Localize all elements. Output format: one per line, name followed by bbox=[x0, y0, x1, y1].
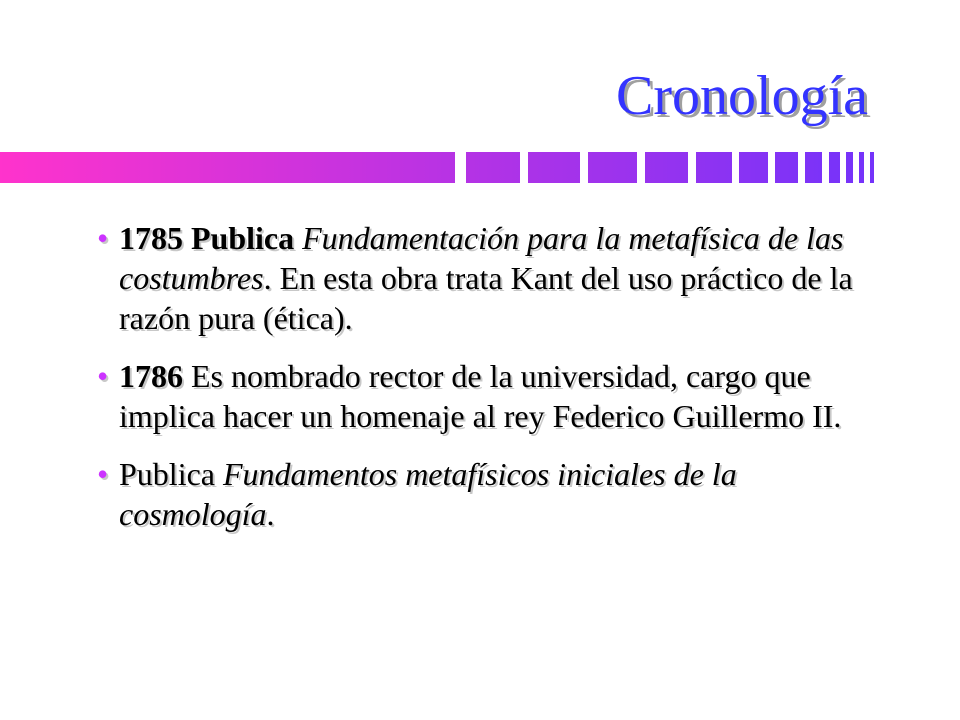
bullet-text: Es nombrado rector de la universidad, cargo que implica hacer un homenaje al rey Federico Guillermo II. bbox=[119, 358, 842, 434]
gradient-bar-block-8 bbox=[805, 152, 822, 183]
gradient-bar-block-9 bbox=[829, 152, 840, 183]
slide-title: Cronología bbox=[616, 65, 868, 127]
bullet-icon: • bbox=[97, 358, 109, 394]
bullet-item-1786 bbox=[97, 356, 887, 436]
gradient-bar-block-12 bbox=[870, 152, 874, 183]
bullet-item-cosmologia bbox=[97, 454, 887, 534]
gradient-bar-block-5 bbox=[696, 152, 732, 183]
bullet-year: 1785 bbox=[119, 220, 191, 256]
gradient-bar-block-3 bbox=[588, 152, 637, 183]
bullet-work-title: Fundamentación para la metafísica de las costumbres bbox=[119, 220, 844, 296]
bullet-item-1785 bbox=[97, 218, 887, 338]
bullet-lead: Publica bbox=[191, 220, 303, 256]
bullet-lead: Publica bbox=[119, 456, 223, 492]
bullet-work-title: Fundamentos metafísicos iniciales de la cosmología bbox=[119, 456, 737, 532]
bullet-year: 1786 bbox=[119, 358, 191, 394]
gradient-bar-block-6 bbox=[739, 152, 768, 183]
gradient-bar-main bbox=[0, 152, 455, 183]
bullet-icon: • bbox=[97, 220, 109, 256]
gradient-bar-block-10 bbox=[846, 152, 853, 183]
bullet-text: . bbox=[266, 496, 275, 532]
bullet-text: . En esta obra trata Kant del uso práctico de la razón pura (ética). bbox=[119, 260, 853, 336]
gradient-bar-block-11 bbox=[859, 152, 864, 183]
gradient-bar-block-1 bbox=[466, 152, 520, 183]
gradient-bar-block-4 bbox=[645, 152, 688, 183]
bullet-icon: • bbox=[97, 456, 109, 492]
bullet-list bbox=[97, 218, 887, 552]
gradient-bar-block-7 bbox=[775, 152, 798, 183]
gradient-bar-block-2 bbox=[528, 152, 580, 183]
